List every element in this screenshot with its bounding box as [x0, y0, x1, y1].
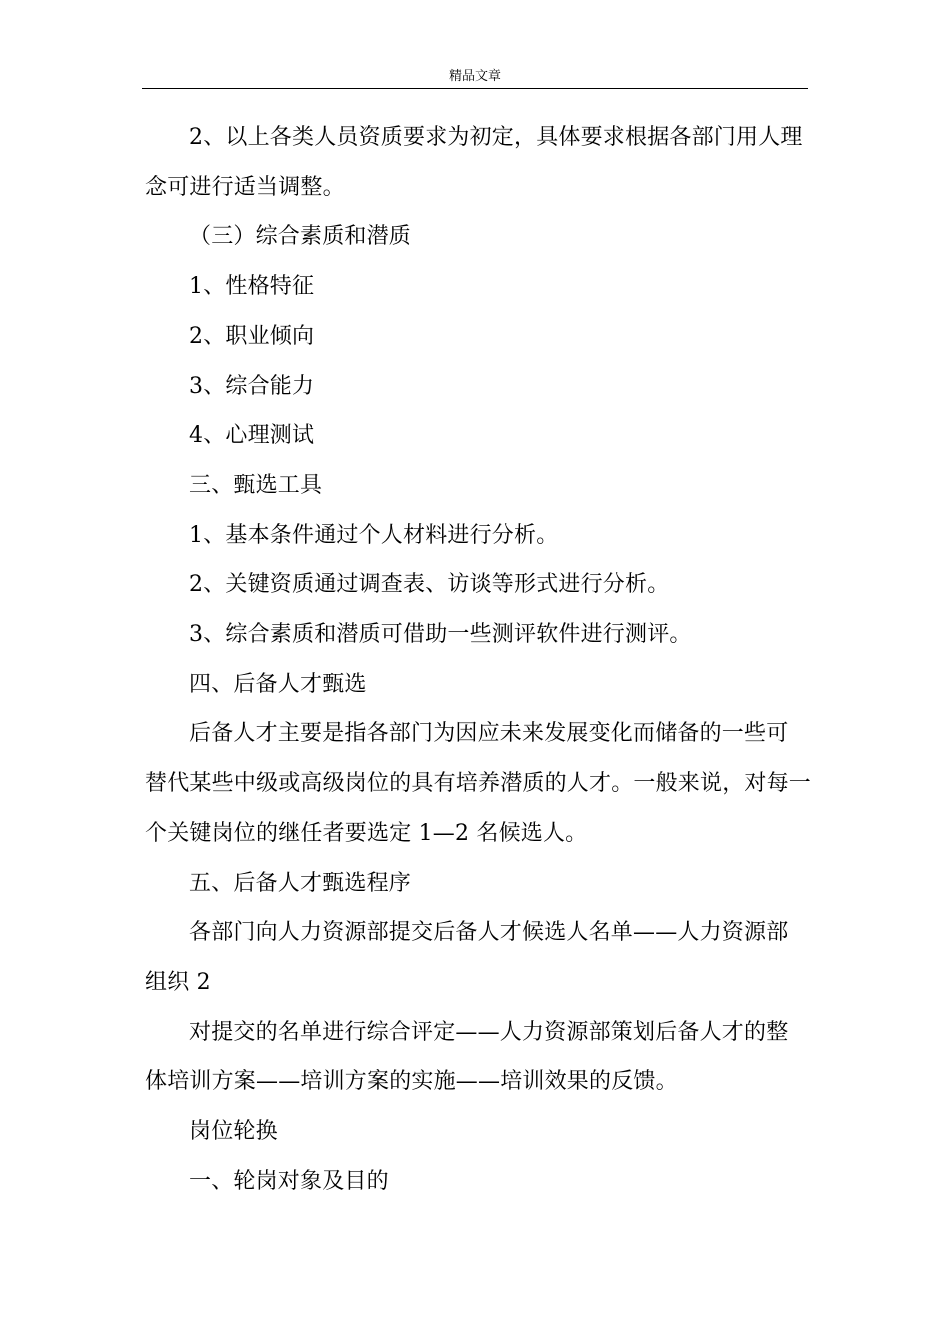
paragraph-line: 一、轮岗对象及目的 — [189, 1168, 389, 1194]
paragraph-line: 2、职业倾向 — [189, 323, 315, 349]
paragraph-line: 后备人才主要是指各部门为因应未来发展变化而储备的一些可 — [189, 721, 789, 747]
paragraph-line: 体培训方案——培训方案的实施——培训效果的反馈。 — [145, 1069, 678, 1095]
paragraph-line: 三、甄选工具 — [189, 472, 323, 498]
paragraph-line: 2、关键资质通过调查表、访谈等形式进行分析。 — [189, 572, 670, 598]
paragraph-line: 3、综合素质和潜质可借助一些测评软件进行测评。 — [189, 622, 692, 648]
paragraph-10 — [145, 610, 810, 660]
paragraph-6 — [145, 411, 810, 461]
paragraph-line: 2、以上各类人员资质要求为初定，具体要求根据各部门用人理 — [189, 125, 803, 150]
paragraph-line: 各部门向人力资源部提交后备人才候选人名单——人力资源部 — [189, 920, 789, 946]
paragraph-line: 对提交的名单进行综合评定——人力资源部策划后备人才的整 — [189, 1019, 789, 1045]
paragraph-8 — [145, 511, 810, 561]
section-heading-5 — [145, 859, 810, 909]
header-divider — [142, 88, 808, 89]
paragraph-line: 替代某些中级或高级岗位的具有培养潜质的人才。一般来说，对每一 — [145, 771, 812, 797]
paragraph-line: 五、后备人才甄选程序 — [189, 870, 412, 896]
document-body — [145, 113, 810, 1206]
paragraph-line: 念可进行适当调整。 — [145, 174, 345, 200]
paragraph-line: 个关键岗位的继任者要选定 1—2 名候选人。 — [145, 820, 588, 846]
paragraph-2 — [145, 212, 810, 262]
paragraph-line: 1、性格特征 — [189, 274, 315, 300]
section-heading-3 — [145, 461, 810, 511]
header-title: 精品文章 — [448, 69, 501, 84]
paragraph-1 — [145, 113, 810, 212]
paragraph-14 — [145, 908, 810, 1007]
section-heading-rotation-1 — [145, 1157, 810, 1207]
paragraph-4 — [145, 312, 810, 362]
paragraph-line: 岗位轮换 — [189, 1119, 278, 1145]
paragraph-15 — [145, 1008, 810, 1107]
paragraph-line: 4、心理测试 — [189, 423, 315, 449]
paragraph-line: （三）综合素质和潜质 — [189, 224, 412, 250]
paragraph-line: 组织 2 — [145, 969, 211, 995]
paragraph-9 — [145, 560, 810, 610]
paragraph-5 — [145, 362, 810, 412]
section-heading-4 — [145, 660, 810, 710]
paragraph-3 — [145, 262, 810, 312]
paragraph-12 — [145, 709, 810, 858]
section-title-rotation — [145, 1107, 810, 1157]
paragraph-line: 3、综合能力 — [189, 373, 315, 399]
paragraph-line: 1、基本条件通过个人材料进行分析。 — [189, 522, 559, 548]
paragraph-line: 四、后备人才甄选 — [189, 671, 367, 697]
